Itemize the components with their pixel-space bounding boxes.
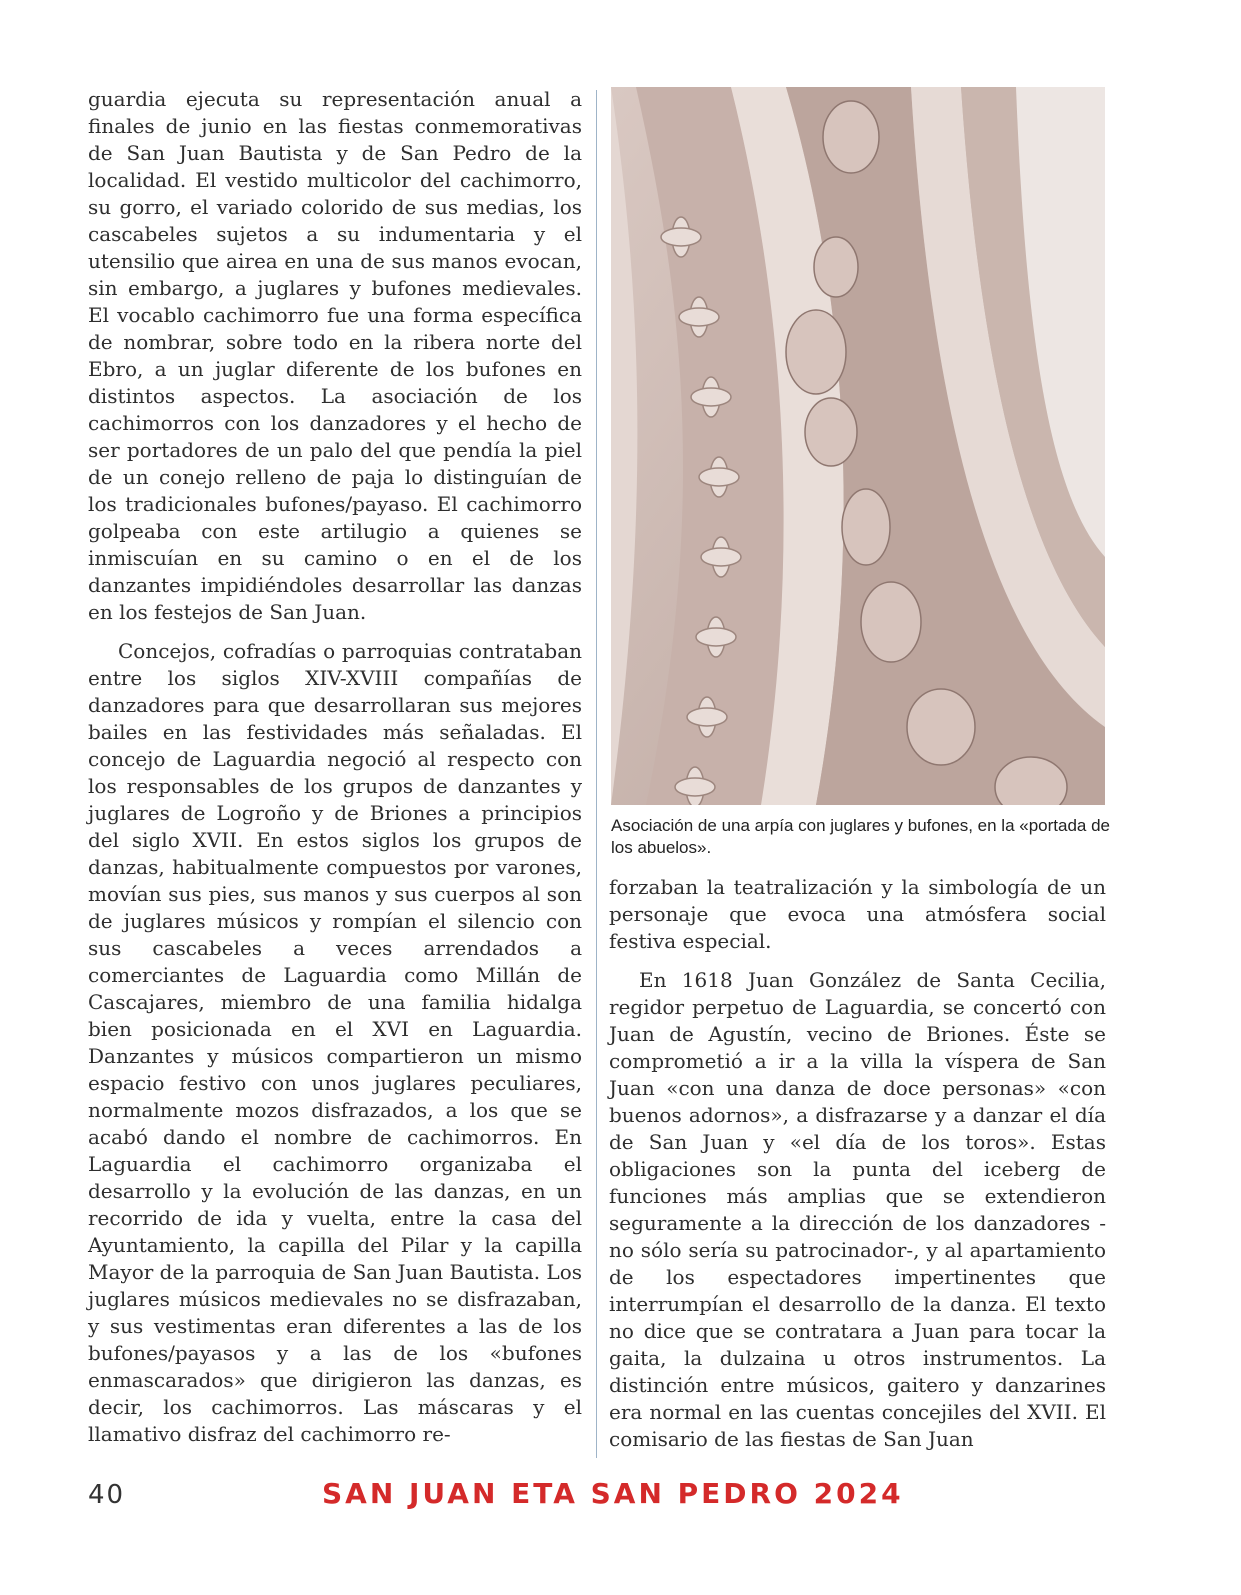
photo-caption: Asociación de una arpía con juglares y bufones, en la «portada de los abuelos». (611, 816, 1111, 857)
page-number: 40 (88, 1480, 126, 1510)
paragraph: En 1618 Juan González de Santa Cecilia, regidor perpetuo de Laguardia, se concertó con Juan de Agustín, vecino de Briones. Éste se comprometió a ir a la villa la víspera de San Juan «con una danza de doce personas» «con buenos adornos», a disfrazarse y a danzar el día de San Juan y «el día de los toros». Estas obligaciones son la punta del iceberg de funciones más amplias que se extendieron seguramente a la dirección de los danzadores -no sólo sería su patrocinador-, y al apartamiento de los espectadores impertinentes que interrumpían el desarrollo de la danza. El texto no dice que se contratara a Juan para tocar la gaita, la dulzaina u otros instrumentos. La distinción entre músicos, gaitero y danzarines era normal en las cuentas concejiles del XVII. El comisario de las fiestas de San Juan (609, 968, 1106, 1451)
carved-archivolt-photo (611, 87, 1105, 805)
right-column (609, 874, 1106, 1453)
paragraph: guardia ejecuta su representación anual a finales de junio en las fiestas conmemorativas de San Juan Bautista y de San Pedro de la localidad. El vestido multicolor del cachimorro, su gorro, el variado colorido de sus medias, los cascabeles sujetos a su indumentaria y el utensilio que airea en una de sus manos evocan, sin embargo, a juglares y bufones medievales. El vocablo cachimorro fue una forma específica de nombrar, sobre todo en la ribera norte del Ebro, a un juglar diferente de los bufones en distintos aspectos. La asociación de los cachimorros con los danzadores y el hecho de ser portadores de un palo del que pendía la piel de un conejo relleno de paja lo distinguían de los tradicionales bufones/payaso. El cachimorro golpeaba con este artilugio a quienes se inmiscuían en su camino o en el de los danzantes impidiéndoles desarrollar las danzas en los festejos de San Juan. (88, 87, 582, 624)
paragraph: Concejos, cofradías o parroquias contrataban entre los siglos XIV-XVIII compañías de danzadores para que desarrollaran sus mejores bailes en las festividades más señaladas. El concejo de Laguardia negoció al respecto con los responsables de los grupos de danzantes y juglares de Logroño y de Briones a principios del siglo XVII. En estos siglos los grupos de danzas, habitualmente compuestos por varones, movían sus pies, sus manos y sus cuerpos al son de juglares músicos y rompían el silencio con sus cascabeles a veces arrendados a comerciantes de Laguardia como Millán de Cascajares, miembro de una familia hidalga bien posicionada en el XVI en Laguardia. Danzantes y músicos compartieron un mismo espacio festivo con unos juglares peculiares, normalmente mozos disfrazados, a los que se acabó dando el nombre de cachimorros. En Laguardia el cachimorro organizaba el desarrollo y la evolución de las danzas, en un recorrido de ida y vuelta, entre la casa del Ayuntamiento, la capilla del Pilar y la capilla Mayor de la parroquia de San Juan Bautista. Los juglares músicos medievales no se disfrazaban, y sus vestimentas eran diferentes a las de los bufones/payasos y a las de los «bufones enmascarados» que dirigieron las danzas, es decir, los cachimorros. Las máscaras y el llamativo disfraz del cachimorro re- (88, 639, 582, 1446)
publication-title: SAN JUAN ETA SAN PEDRO 2024 (322, 1477, 904, 1510)
left-column (88, 86, 582, 1448)
paragraph: forzaban la teatralización y la simbología de un personaje que evoca una atmósfera social festiva especial. (609, 875, 1106, 953)
column-divider (596, 90, 597, 1458)
